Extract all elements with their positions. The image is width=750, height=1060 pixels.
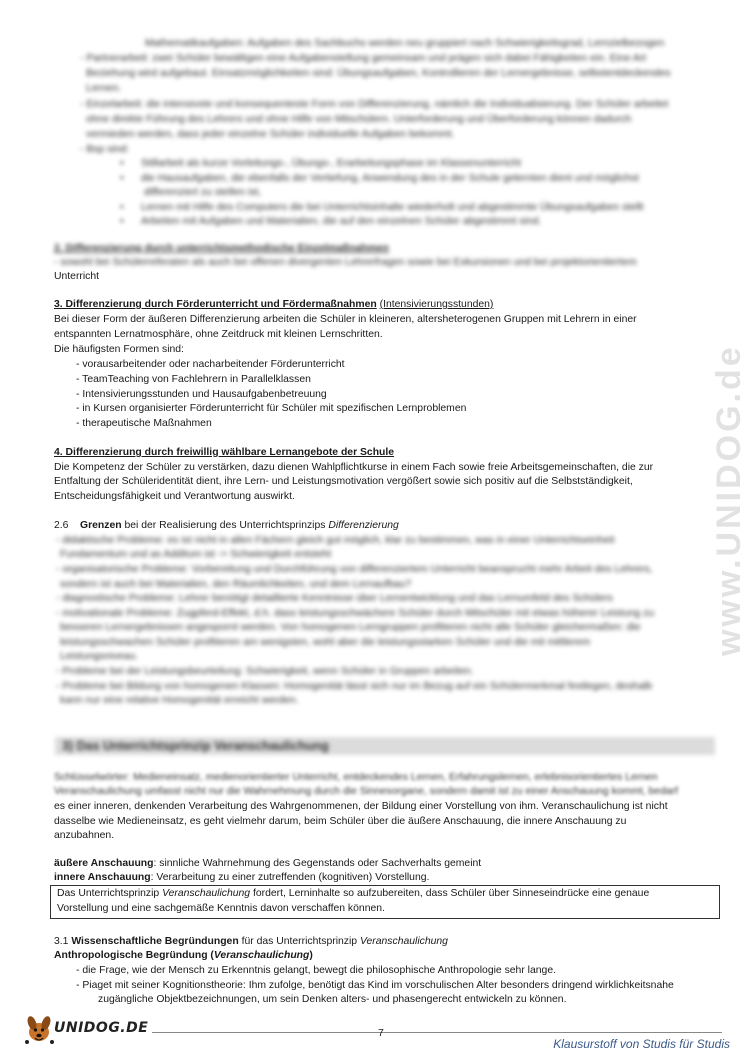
heading-rest: für das Unterrichtsprinzip [238, 936, 360, 947]
list-item: - die Frage, wie der Mensch zu Erkenntnis gelangt, bewegt die philosophische Anthropologie sehr lange. [76, 965, 556, 976]
heading-rest: bei der Realisierung des Unterrichtsprinzips [121, 520, 329, 531]
list-item: - in Kursen organisierter Förderunterricht für Schüler mit spezifischen Lernproblemen [76, 403, 467, 414]
blurred-text: - organisatorische Probleme: Vorbereitung und Durchführung von differenziertem Unterricht beansprucht mehr Arbeit des Lehrers, [56, 564, 653, 575]
section-heading-2-6 [54, 519, 399, 534]
unidog-logo[interactable] [22, 1012, 148, 1046]
blurred-text: - Partnerarbeit: zwei Schüler bewältigen eine Aufgabenstellung gemeinsam und prägen sich dabei Fähigkeiten ein. Eine Art [80, 53, 647, 64]
heading-italic: Veranschaulichung [359, 936, 448, 947]
body-text: Unterricht [54, 271, 100, 282]
box-line: Vorstellung und eine sachgemäße Kenntnis davon verschaffen können. [57, 902, 385, 914]
section-heading-3 [54, 298, 493, 313]
section-number: 2.6 [54, 520, 69, 531]
heading-italic: Differenzierung [328, 520, 399, 531]
subheading-text: ) [309, 950, 313, 961]
blurred-text: Fundamentum und as Additum ist -> Schwierigkeit entsteht [60, 549, 332, 560]
heading-text: 3. Differenzierung durch Förderunterricht und Fördermaßnahmen [54, 299, 377, 310]
box-text: fordert, Lerninhalte so aufzubereiten, dass Schüler über Sinneseindrücke eine genaue [250, 888, 650, 899]
list-item: - vorausarbeitender oder nacharbeitender Förderunterricht [76, 359, 345, 370]
blurred-text: differenziert zu stellen ist, [144, 187, 262, 198]
definition-text: : Verarbeitung zu einer zutreffenden (kognitiven) Vorstellung. [150, 872, 430, 883]
blurred-text: sondern ist auch bei Materialien, den Räumlichkeiten, und dem Lernaufbau? [60, 579, 412, 590]
blurred-text: - Probleme bei der Leistungsbeurteilung: Schwierigkeit, wenn Schüler in Gruppen arbeiten. [56, 666, 474, 677]
list-item: - Intensivierungsstunden und Hausaufgabenbetreuung [76, 389, 327, 400]
list-item: zugängliche Objektbezeichnungen, um sein Denken alters- und phasengerecht entwickeln zu können. [98, 994, 567, 1005]
highlight-box [50, 885, 720, 919]
blurred-text: - Bsp sind: [80, 144, 130, 155]
body-text: entspannten Lernatmosphäre, ohne Zeitdruck mit kleinen Lernschritten. [54, 329, 383, 340]
subheading [54, 949, 313, 964]
body-text: es einer inneren, denkenden Verarbeitung des Wahrgenommenen, der Bildung einer Vorstellung von ihm. Veranschaulichung ist nicht [54, 801, 668, 812]
heading-suffix: (Intensivierungsstunden) [379, 299, 494, 310]
heading-text: 4. Differenzierung durch freiwillig wählbare Lernangebote der Schule [54, 447, 395, 458]
section-heading-3-1 [54, 935, 448, 950]
blurred-text: Schlüsselwörter: Medieneinsatz, medienorientierter Unterricht, entdeckendes Lernen, Erfahrungslernen, erlebnisorientiertes Lernen [54, 772, 658, 783]
page-number: 7 [378, 1027, 384, 1039]
subheading-text: Anthropologische Begründung ( [54, 950, 214, 961]
blurred-text: besseren Lernergebnissen angespornt werden. Von homogenen Lerngruppen profitieren nicht alle Schüler gleichermaßen: die [60, 622, 641, 633]
body-text: Die Kompetenz der Schüler zu verstärken, dazu dienen Wahlpflichtkurse in einem Fach sowie freie Arbeitsgemeinschaften, die zur [54, 462, 654, 473]
definition-term: äußere Anschauung [54, 858, 154, 869]
subheading-italic: Veranschaulichung [213, 950, 310, 961]
heading-bold: Wissenschaftliche Begründungen [71, 936, 239, 947]
dog-icon [22, 1012, 58, 1046]
list-item: - Piaget mit seiner Kognitionstheorie: Ihm zufolge, benötigt das Kind im vorschulischen Alter besonders dringend wirklichkeitsnahe [76, 980, 674, 991]
blurred-text: vermieden werden, dass jeder einzelne Schüler individuelle Aufgaben bekommt. [86, 129, 455, 140]
body-text: dasselbe wie Medieneinsatz, es geht vielmehr darum, beim Schüler über die äußere Anschauung, die innere Anschauung zu [54, 816, 627, 827]
blurred-text: Veranschaulichung umfasst nicht nur die Wahrnehmung durch die Sinnesorgane, sondern damit ist zu einer Anschauung kommt, bedarf [54, 786, 678, 797]
blurred-text: leistungsschwachen Schüler profitieren am wenigsten, wohl aber die leistungsstarken Schüler und die mit mittlerem [60, 637, 591, 648]
body-text: Die häufigsten Formen sind: [54, 344, 184, 355]
list-item: - therapeutische Maßnahmen [76, 418, 212, 429]
blurred-text: ohne direkte Führung des Lehrers und ohne Hilfe von Mitschülern. Unterforderung und Überforderung können dadurch [86, 114, 632, 125]
list-item: - TeamTeaching von Fachlehrern in Parallelklassen [76, 374, 311, 385]
blurred-text: Lernen. [86, 83, 122, 94]
section-number: 3.1 [54, 936, 72, 947]
blurred-bullet: • Arbeiten mit Aufgaben und Materialien, die auf den einzelnen Schüler abgestimmt sind. [120, 216, 542, 227]
blurred-text: - motivationale Probleme: Zugpferd-Effekt, d.h. dass leistungsschwächere Schüler durch Mitschüler mit etwas höherer Leistung zu [56, 608, 655, 619]
blurred-text: kann nur eine relative Homogenität erreicht werden. [60, 695, 299, 706]
watermark: www.UNIDOG.de [710, 344, 748, 656]
footer-slogan: Klausurstoff von Studis für Studis [553, 1037, 730, 1051]
blurred-text: - diagnostische Probleme: Lehrer benötigt detaillierte Kenntnisse über Lernentwicklung und das Lernumfeld des Schülers [56, 593, 613, 604]
blurred-text: Leistungsniveau. [60, 651, 138, 662]
blurred-text: Mathematikaufgaben: Aufgaben des Sachbuchs werden neu gruppiert nach Schwierigkeitsgrad, Lernzielbezogen [145, 38, 665, 49]
blurred-text: - didaktische Probleme: es ist nicht in allen Fächern gleich gut möglich, klar zu bestimmen, was in einer Unterrichtseinheit [56, 535, 615, 546]
blurred-bullet: • Stillarbeit als kurze Vorleitungs-, Übungs-, Erarbeitungsphase im Klassenunterricht [120, 158, 521, 169]
definition-outer [54, 857, 481, 872]
blurred-heading: 2. Differenzierung durch unterrichtsmethodische Einzelmaßnahmen [54, 243, 389, 254]
blurred-bullet: • die Hausaufgaben, die ebenfalls der Vertiefung, Anwendung des in der Schule gelernten dient und möglichst [120, 173, 639, 184]
box-text: Das Unterrichtsprinzip [57, 888, 163, 899]
blurred-text: - Einzelarbeit: die intensivste und konsequenteste Form von Differenzierung, nämlich die Individualisierung. Der Schüler arbeitet [80, 99, 669, 110]
body-text: Entscheidungsfähigkeit und Verantwortung auswirkt. [54, 491, 295, 502]
definition-text: : sinnliche Wahrnehmung des Gegenstands oder Sachverhalts gemeint [153, 858, 482, 869]
blurred-heading: 3) Das Unterrichtsprinzip Veranschaulichung [62, 739, 329, 753]
box-italic: Veranschaulichung [162, 888, 251, 899]
blurred-bullet: • Lernen mit Hilfe des Computers die bei Unterrichtsinhalte wiederholt und abgestimmte Übungsaufgaben stellt [120, 202, 644, 213]
footer-divider [152, 1032, 722, 1033]
heading-bold: Grenzen [80, 520, 122, 531]
box-line [57, 887, 713, 902]
section-heading-4 [54, 446, 394, 461]
blurred-text: - Probleme bei Bildung von homogenen Klassen: Homogenität lässt sich nur im Bezug auf ein Schülermerkmal festlegen, deshalb [56, 681, 653, 692]
definition-inner [54, 871, 429, 886]
body-text: Entfaltung der Schüleridentität dient, ihre Lern- und Leistungsmotivation vergößert sowie sich positiv auf die Selbstständigkeit, [54, 476, 633, 487]
blurred-text: - sowohl bei Schülerreferaten als auch bei offenen divergenten Lehrerfragen sowie bei Exkursionen und bei projektorientiertem [54, 257, 637, 268]
body-text: anzubahnen. [54, 830, 115, 841]
definition-term: innere Anschauung [54, 872, 151, 883]
logo-text: UNIDOG.DE [54, 1020, 149, 1037]
blurred-text: Beziehung wird aufgebaut. Einsatzmöglichkeiten sind: Übungsaufgaben, Kontrollieren der Lernergebnisse, selbstentdeckendes [86, 68, 671, 79]
body-text: Bei dieser Form der äußeren Differenzierung arbeiten die Schüler in kleineren, altersheterogenen Gruppen mit Lehrern in einer [54, 314, 637, 325]
